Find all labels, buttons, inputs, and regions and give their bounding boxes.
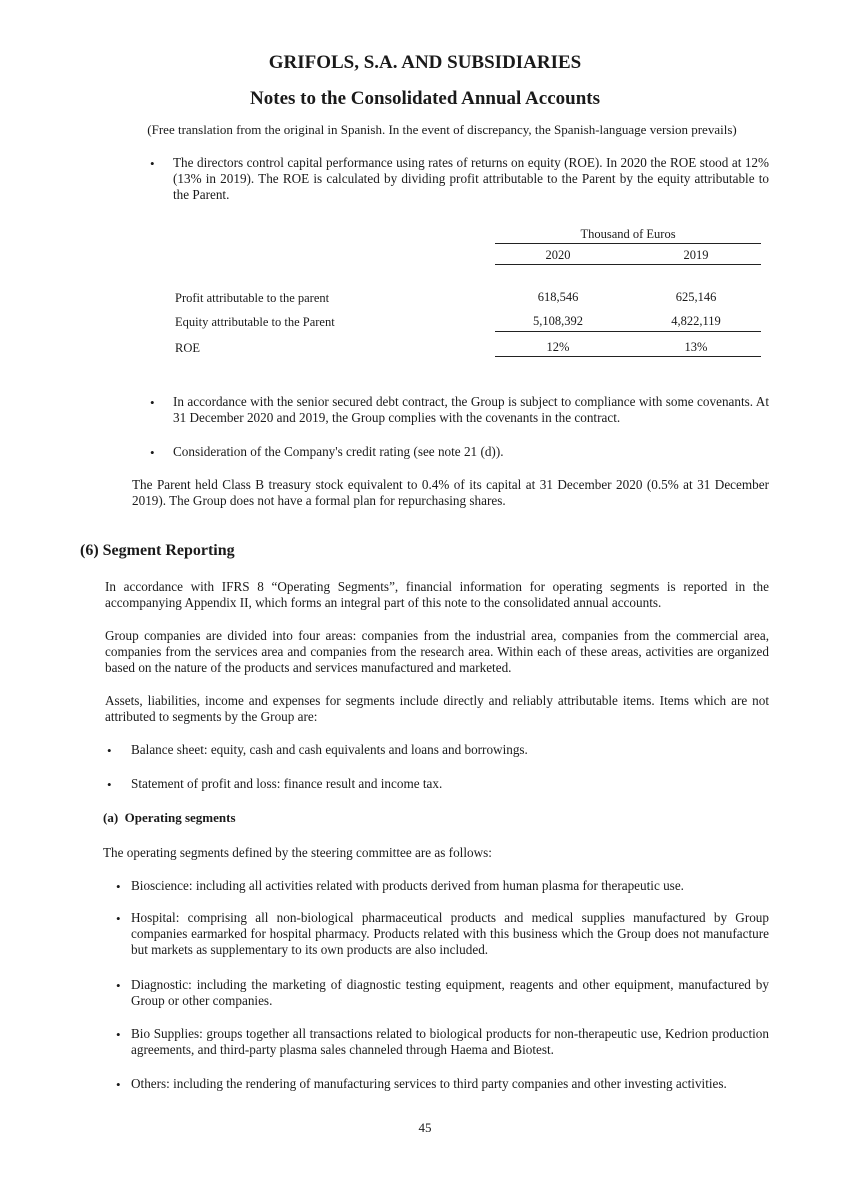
segment-item-bio-supplies: Bio Supplies: groups together all transactions related to biological products for non-therapeutic use, Kedrion production agreements, and third-party plasma sales channeled through Haema and Biotest. — [131, 1026, 769, 1058]
subsection-heading: (a) Operating segments — [103, 810, 236, 825]
page-number: 45 — [418, 1120, 432, 1135]
covenants-bullet-text: In accordance with the senior secured debt contract, the Group is subject to compliance with some covenants. At 31 December 2020 and 2019, the Group complies with the covenants in the contract. — [173, 394, 769, 426]
bullet-marker: • — [116, 1027, 121, 1042]
table-rule — [495, 356, 761, 357]
bullet-marker: • — [107, 743, 112, 758]
not-attributed-item: Balance sheet: equity, cash and cash equivalents and loans and borrowings. — [131, 742, 528, 757]
bullet-marker: • — [116, 1077, 121, 1092]
table-rule — [495, 243, 761, 244]
table-cell: 13% — [684, 340, 708, 354]
table-cell: 625,146 — [675, 290, 717, 304]
roe-bullet-text: The directors control capital performance using rates of returns on equity (ROE). In 2020 the ROE stood at 12% (13% in 2019). The ROE is calculated by dividing profit attributable to the Parent by the equity attributable to the Parent. — [173, 155, 769, 203]
document-title: Notes to the Consolidated Annual Accounts — [250, 88, 600, 109]
table-row-label: Equity attributable to the Parent — [175, 315, 335, 329]
table-cell: 5,108,392 — [533, 314, 583, 328]
table-col-header: 2019 — [683, 248, 709, 262]
section-heading: (6) Segment Reporting — [80, 542, 235, 559]
bullet-marker: • — [116, 978, 121, 993]
table-col-header: 2020 — [545, 248, 571, 262]
company-title: GRIFOLS, S.A. AND SUBSIDIARIES — [268, 52, 582, 73]
attributable-items-paragraph: Assets, liabilities, income and expenses for segments include directly and reliably attributable items. Items which are not attributed to segments by the Group are: — [105, 693, 769, 725]
areas-paragraph: Group companies are divided into four areas: companies from the industrial area, companies from the commercial area, companies from the services area and companies from the research area. Within each of these areas, activities are organized based on the nature of the products and services manufactured and marketed. — [105, 628, 769, 676]
bullet-marker: • — [150, 156, 155, 171]
not-attributed-item: Statement of profit and loss: finance result and income tax. — [131, 776, 443, 791]
table-rule — [495, 264, 761, 265]
credit-rating-bullet-text: Consideration of the Company's credit rating (see note 21 (d)). — [173, 444, 504, 459]
table-row-label: ROE — [175, 341, 200, 355]
treasury-stock-paragraph: The Parent held Class B treasury stock equivalent to 0.4% of its capital at 31 December 2020 (0.5% at 31 December 2019). The Group does not have a formal plan for repurchasing shares. — [132, 477, 769, 509]
table-row-label: Profit attributable to the parent — [175, 291, 330, 305]
bullet-marker: • — [116, 911, 121, 926]
table-rule — [495, 331, 761, 332]
ifrs8-paragraph: In accordance with IFRS 8 “Operating Segments”, financial information for operating segments is reported in the accompanying Appendix II, which forms an integral part of this note to the consolidated annual accounts. — [105, 579, 769, 611]
segment-item-others: Others: including the rendering of manufacturing services to third party companies and other investing activities. — [131, 1076, 727, 1091]
segment-item-diagnostic: Diagnostic: including the marketing of diagnostic testing equipment, reagents and other equipment, manufactured by Group or other companies. — [131, 977, 769, 1009]
segment-item-hospital: Hospital: comprising all non-biological pharmaceutical products and medical supplies manufactured by Group companies earmarked for hospital pharmacy. Products related with this business which the Group does not manufacture but markets as supplementary to its own products are also included. — [131, 910, 769, 958]
table-cell: 12% — [546, 340, 570, 354]
bullet-marker: • — [150, 395, 155, 410]
translation-note: (Free translation from the original in Spanish. In the event of discrepancy, the Spanish-language version prevails) — [147, 122, 737, 137]
bullet-marker: • — [107, 777, 112, 792]
segment-item-bioscience: Bioscience: including all activities related with products derived from human plasma for therapeutic use. — [131, 878, 684, 893]
bullet-marker: • — [150, 445, 155, 460]
segments-intro: The operating segments defined by the steering committee are as follows: — [103, 845, 492, 860]
table-unit-header: Thousand of Euros — [580, 227, 676, 241]
table-cell: 4,822,119 — [671, 314, 721, 328]
bullet-marker: • — [116, 879, 121, 894]
table-cell: 618,546 — [537, 290, 579, 304]
